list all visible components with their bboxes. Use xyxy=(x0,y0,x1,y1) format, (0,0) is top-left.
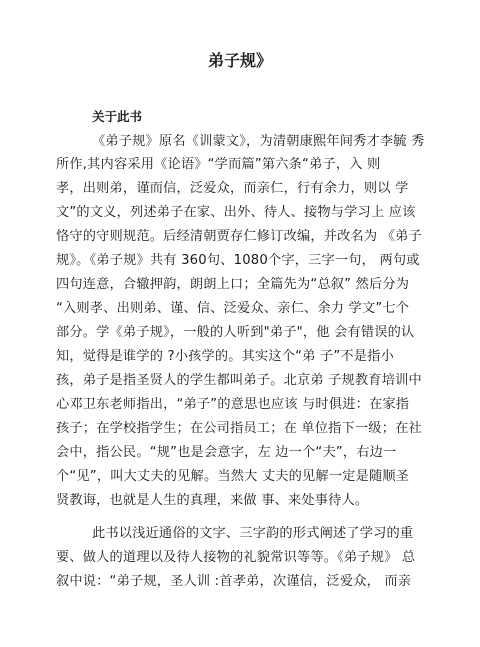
text-line: 部分。学《弟子规》，一般的人听到"弟子"，他 会有错误的认 xyxy=(56,325,415,340)
text-line: 此书以浅近通俗的文字、三字韵的形式阐述了学习的重 xyxy=(92,526,414,541)
text-line: 所作,其内容采用《论语》“学而篇”第六条“弟子，入 则 xyxy=(56,157,381,172)
text-line: 知，觉得是谁学的 ?小孩学的。其实这个“弟 子”不是指小 xyxy=(56,349,394,364)
text-line: “入则孝、出则弟、谨、信、泛爱众、亲仁、余力 学文”七个 xyxy=(56,301,410,316)
text-line: 规》。《弟子规》共有 360句、1080个字，三字一句， 两句或 xyxy=(56,253,420,268)
text-line: 《弟子规》原名《训蒙文》，为清朝康熙年间秀才李毓 秀 xyxy=(92,134,425,149)
text-line: 会中，指公民。“规”也是会意字，左 边一个“夫”，右边一 xyxy=(56,445,397,460)
text-line: 要、做人的道理以及待人接物的礼貌常识等等。《弟子规》 总 xyxy=(56,550,416,565)
text-line: 恪守的守则规范。后经清朝贾存仁修订改编，并改名为 《弟子 xyxy=(56,229,422,244)
text-line: 孩子；在学校指学生；在公司指员工；在 单位指下一级；在社 xyxy=(56,421,422,436)
text-line: 个“见”，叫大丈夫的见解。当然大 丈夫的见解一定是随顺圣 xyxy=(56,469,410,484)
text-line: 孝，出则弟，谨而信，泛爱众，而亲仁，行有余力，则以 学 xyxy=(56,181,409,196)
text-line: 贤教诲，也就是人生的真理，来做 事、来处事待人。 xyxy=(56,493,369,508)
text-line: 叙中说：“弟子规，圣人训 :首孝弟，次谨信，泛爱众， 而亲 xyxy=(56,574,412,589)
text-line: 四句连意，合辙押韵，朗朗上口；全篇先为“总叙” 然后分为 xyxy=(56,277,410,292)
text-line: 心邓卫东老师指出，“弟子”的意思也应该 与时俱进：在家指 xyxy=(56,397,410,412)
document-title: 弟子规》 xyxy=(207,51,272,70)
text-line: 文”的文义，列述弟子在家、出外、待人、接物与学习上 应该 xyxy=(56,205,416,220)
section-heading: 关于此书 xyxy=(92,109,143,124)
text-line: 孩，弟子是指圣贤人的学生都叫弟子。北京弟 子规教育培训中 xyxy=(56,373,422,388)
